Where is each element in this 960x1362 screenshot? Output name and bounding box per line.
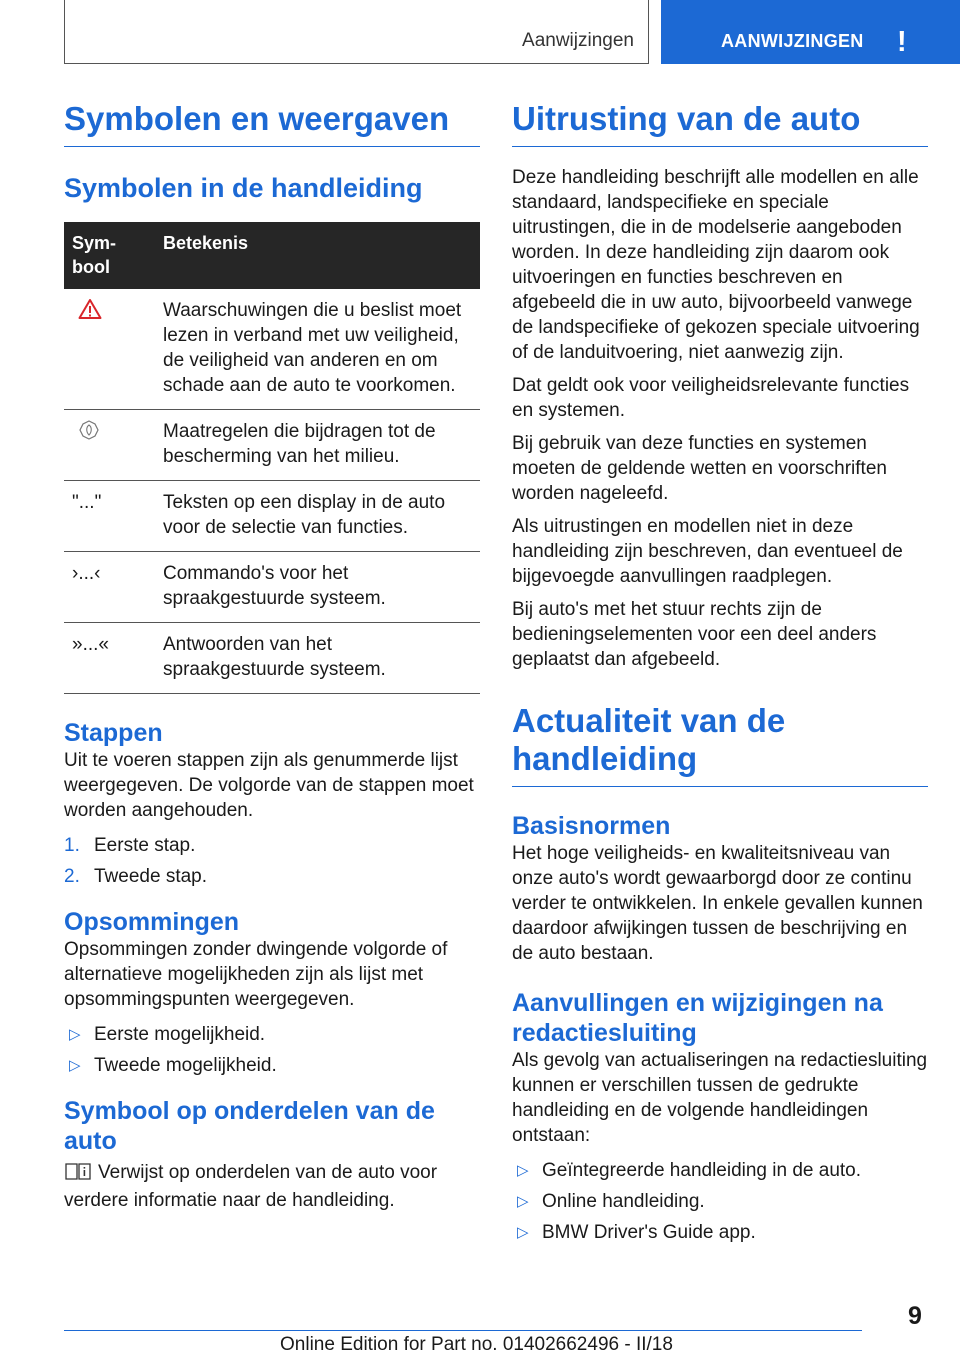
meaning-cell: Waarschuwingen die u beslist moet lezen in verband met uw veiligheid, de veiligheid van anderen en om schade aan de auto te voorkomen. <box>155 289 480 410</box>
steps-list <box>64 833 480 889</box>
paragraph: Bij gebruik van deze functies en systemen moeten de geldende wetten en voorschriften worden nageleefd. <box>512 433 887 504</box>
bullet-text: Eerste mogelijkheid. <box>94 1024 266 1045</box>
bullet-list <box>64 1022 480 1078</box>
stappen-text: Uit te voeren stappen zijn als genummerde lijst weergegeven. De volgorde van de stappen moet worden aangehouden. <box>64 750 474 821</box>
environment-icon <box>72 419 100 448</box>
bullet-text: BMW Driver's Guide app. <box>542 1222 756 1243</box>
aanvullingen-text: Als gevolg van actualiseringen na redactiesluiting kunnen er verschillen tussen de gedrukte handleiding en de volgende handleidingen ontstaan: <box>512 1050 928 1146</box>
meaning-cell: Commando's voor het spraakgestuurde systeem. <box>155 552 480 623</box>
bullet-triangle-icon: ▷ <box>517 1162 529 1179</box>
step-text: Tweede stap. <box>94 866 208 887</box>
bullet-triangle-icon: ▷ <box>517 1193 529 1210</box>
list-item <box>512 1220 928 1245</box>
table-row <box>64 623 480 694</box>
table-row <box>64 481 480 552</box>
symbol-cell <box>64 289 155 410</box>
table-row <box>64 410 480 481</box>
warning-triangle-icon <box>72 298 102 327</box>
bullet-text: Geïntegreerde handleiding in de auto. <box>542 1160 862 1181</box>
symbol-cell: ›...‹ <box>64 552 155 623</box>
table-row <box>64 552 480 623</box>
heading-actualiteit: Actualiteit van de handleiding <box>512 702 786 777</box>
heading-symbolen-weergaven: Symbolen en weergaven <box>64 100 480 147</box>
opsommingen-text: Opsommingen zonder dwingende volgorde of alternatieve mogelijkheden zijn als lijst met opsommingspunten weergegeven. <box>64 939 448 1010</box>
heading-symbool-onderdelen: Symbool op onderdelen van de auto <box>64 1097 435 1155</box>
right-column <box>512 100 928 1251</box>
list-item <box>64 1053 480 1078</box>
column-header-symbol: Sym- bool <box>64 222 155 289</box>
meaning-cell: Antwoorden van het spraakgestuurde systeem. <box>155 623 480 694</box>
paragraph: Deze handleiding beschrijft alle modellen en alle standaard, landspecifieke en speciale uitrustingen, die in de modelserie aangeboden worden. In deze handleiding zijn daarom ook uitvoeringen en functies beschreven en afgebeeld die in uw auto, bijvoorbeeld vanwege de landspecifieke of gekozen speciale uitvoering of de landuitvoering, niet aanwezig zijn. <box>512 167 920 363</box>
step-number: 1. <box>64 835 80 856</box>
bullet-triangle-icon: ▷ <box>69 1057 81 1074</box>
heading-uitrusting: Uitrusting van de auto <box>512 100 928 147</box>
page-number: 9 <box>908 1302 922 1330</box>
bullet-triangle-icon: ▷ <box>517 1224 529 1241</box>
footer-edition: Online Edition for Part no. 01402662496 - II/18 <box>280 1334 673 1355</box>
symbol-cell: »...« <box>64 623 155 694</box>
header-section-box <box>64 0 649 64</box>
paragraph: Dat geldt ook voor veiligheidsrelevante functies en systemen. <box>512 375 910 421</box>
book-icon <box>64 1161 92 1188</box>
symbool-onderdelen-text <box>64 1160 480 1213</box>
list-item <box>512 1158 928 1183</box>
actualiteit-rule <box>512 786 928 787</box>
list-item <box>64 833 480 858</box>
heading-stappen: Stappen <box>64 719 163 747</box>
uitrusting-body <box>512 165 928 672</box>
bullet-triangle-icon: ▷ <box>69 1026 81 1043</box>
bullet-list <box>512 1158 928 1245</box>
list-item <box>512 1189 928 1214</box>
heading-symbolen-handleiding: Symbolen in de handleiding <box>64 173 423 203</box>
heading-aanvullingen: Aanvullingen en wijzigingen na redactiesluiting <box>512 989 883 1047</box>
paragraph: Als uitrustingen en modellen niet in deze handleiding zijn beschreven, dan eventueel de bijgevoegde aanvullingen raadplegen. <box>512 516 903 587</box>
paragraph: Bij auto's met het stuur rechts zijn de bedieningselementen voor een deel anders geplaatst dan afgebeeld. <box>512 599 877 670</box>
list-item <box>64 1022 480 1047</box>
symbool-onderdelen-desc: Verwijst op onderdelen van de auto voor verdere informatie naar de handleiding. <box>64 1162 438 1211</box>
bullet-text: Online handleiding. <box>542 1191 705 1212</box>
heading-opsommingen: Opsommingen <box>64 908 240 936</box>
table-row <box>64 289 480 410</box>
chapter-title: AANWIJZINGEN <box>721 31 864 51</box>
chapter-tab <box>661 0 960 64</box>
bullet-text: Tweede mogelijkheid. <box>94 1055 277 1076</box>
left-column <box>64 100 480 1213</box>
meaning-cell: Teksten op een display in de auto voor de selectie van functies. <box>155 481 480 552</box>
symbol-cell <box>64 410 155 481</box>
meaning-cell: Maatregelen die bijdragen tot de bescherming van het milieu. <box>155 410 480 481</box>
list-item <box>64 864 480 889</box>
column-header-meaning: Betekenis <box>155 222 480 289</box>
heading-basisnormen: Basisnormen <box>512 812 671 840</box>
step-number: 2. <box>64 866 80 887</box>
section-title: Aanwijzingen <box>522 30 634 51</box>
footer-rule <box>64 1330 862 1331</box>
step-text: Eerste stap. <box>94 835 196 856</box>
basisnormen-text: Het hoge veiligheids- en kwaliteitsniveau van onze auto's wordt gewaarborgd door ze continu verder te ontwikkelen. In enkele gevallen kunnen daardoor afwijkingen tussen de beschrijving en de auto bestaan. <box>512 843 923 964</box>
symbol-cell: "..." <box>64 481 155 552</box>
exclamation-icon: ! <box>897 26 907 58</box>
table-header-row <box>64 222 480 289</box>
symbols-table <box>64 222 480 694</box>
